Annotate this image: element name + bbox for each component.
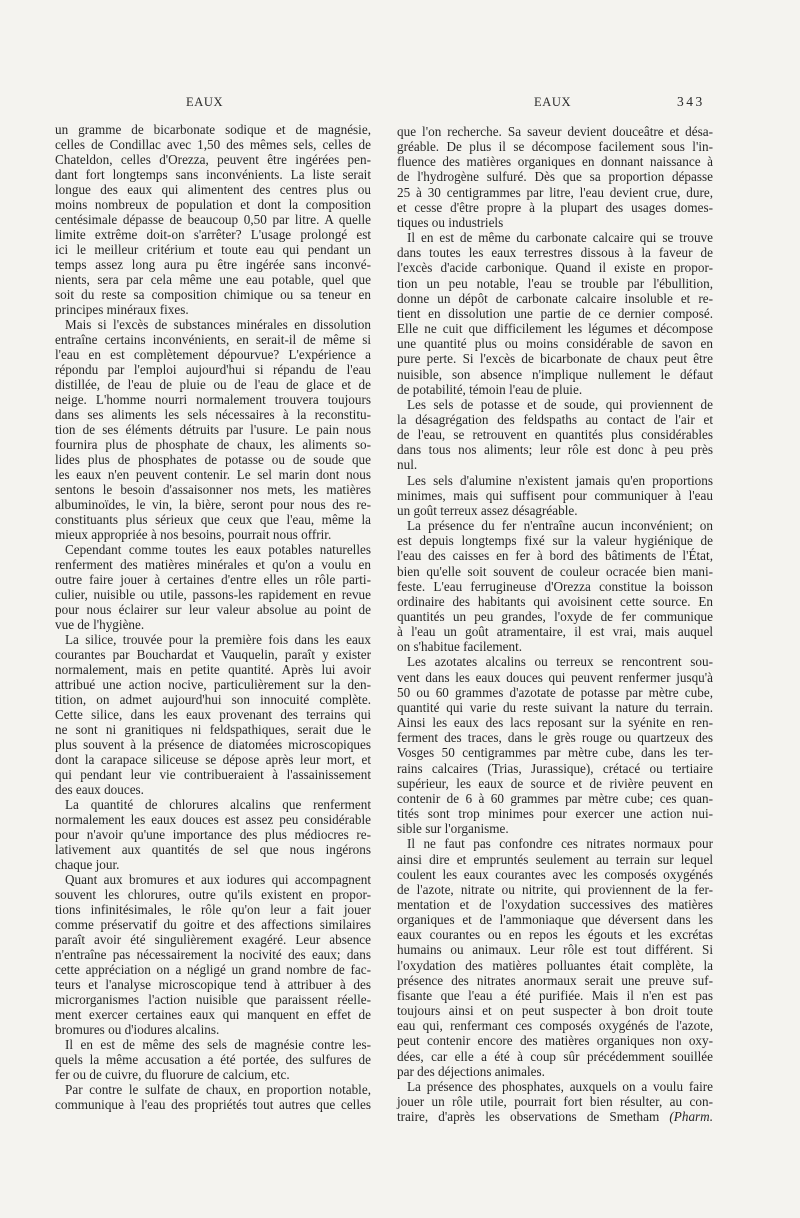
text-line: temps assez long aura pu être ingérée sans inconvé- <box>55 257 371 272</box>
text-line: sentons le besoin d'assaisonner nos mets, les matières <box>55 482 371 497</box>
text-line: jouer un rôle utile, pourrait fort bien résulter, au con- <box>397 1094 713 1109</box>
text-line: humains ou animaux. Leur rôle est tout différent. Si <box>397 942 713 958</box>
text-line: et cesse d'être propre à la plupart des usages domes- <box>397 199 713 215</box>
text-line: pour nous éclairer sur leur valeur absolue au point de <box>55 602 371 617</box>
text-line: bien qu'elle soit souvent de couleur ocracée bien mani- <box>397 563 713 579</box>
paragraph <box>55 1037 371 1082</box>
text-line: gréable. De plus il se décompose facilement sous l'in- <box>397 139 713 155</box>
text-line: normalement les eaux douces est assez peu considérable <box>55 812 371 827</box>
text-line: Les sels d'alumine n'existent jamais qu'en proportions <box>407 472 713 488</box>
text-line: celles de Condillac avec 1,50 des mêmes sels, celles de <box>55 137 371 152</box>
text-line: l'eau en est complètement dépourvue? L'expérience a <box>55 347 371 362</box>
paragraph <box>397 124 713 230</box>
text-line: feste. L'eau ferrugineuse d'Orezza constitue la boisson <box>397 578 713 594</box>
text-line: tiques ou industriels <box>397 214 504 230</box>
text-line: comme préservatif du goitre et des affections similaires <box>55 917 371 932</box>
text-line: que l'on recherche. Sa saveur devient douceâtre et désa- <box>397 124 713 139</box>
text-line: ne sont ni granitiques ni feldspathiques, serait due le <box>55 722 371 737</box>
text-line: chaque jour. <box>55 857 120 872</box>
text-line: les eaux n'en peuvent contenir. Le sel marin dont nous <box>55 467 371 482</box>
text-line: microrganismes l'action nuisible que paraissent réelle- <box>55 992 371 1007</box>
text-line: on s'habitue facilement. <box>397 639 523 655</box>
text-line: moins nombreux de population et dont la composition <box>55 197 371 212</box>
text-line: eau qui, renfermant ces composés oxygénés de l'azote, <box>397 1018 713 1034</box>
text-line: centésimale dépasse de beaucoup 0,50 par litre. A quelle <box>55 212 371 227</box>
text-line: pour n'avoir qu'une importance des plus médiocres re- <box>55 827 371 842</box>
paragraph <box>55 542 371 632</box>
text-line: La silice, trouvée pour la première fois dans les eaux <box>65 632 371 647</box>
text-line: souvent les chlorures, outre qu'ils existent en propor- <box>55 887 371 902</box>
text-line: tion un peu notable, l'eau se trouble par l'ébullition, <box>397 275 713 291</box>
text-line: une quantité plus ou moins considérable de savon en <box>397 336 713 352</box>
text-line: fluence des matières organiques en donnant naissance à <box>397 154 713 170</box>
text-line: Chateldon, celles d'Orezza, peuvent être ingérées pen- <box>55 152 371 167</box>
text-line: n'entraîne pas nécessairement la nocivité des eaux; dans <box>55 947 371 962</box>
text-line: rains calcaires (Trias, Jurassique), crétacé ou tertiaire <box>397 760 713 776</box>
text-line: longue des eaux qui alimentent des centres plus ou <box>55 182 371 197</box>
text-line: communique à l'eau des propriétés tout autres que celles <box>55 1097 371 1112</box>
text-line: minimes, mais qui suffisent pour communiquer à l'eau <box>397 487 713 503</box>
text-line: la désagrégation des feldspaths au contact de l'air et <box>397 411 713 427</box>
paragraph <box>397 654 713 836</box>
text-line: l'excès d'acide carbonique. Quand il existe en propor- <box>397 260 713 276</box>
text-line: lativement aux quantités de sel que nous ingérons <box>55 842 371 857</box>
text-line: des eaux douces. <box>55 782 144 797</box>
text-line: Ainsi les eaux des lacs reposant sur la syénite en ren- <box>397 715 713 731</box>
text-line: tition, on admet aujourd'hui son innocuité complète. <box>55 692 371 707</box>
text-line: ment exercer certaines eaux qui manquent en effet de <box>55 1007 371 1022</box>
text-line: renferment des matières minérales et qu'on a voulu en <box>55 557 371 572</box>
page-number: 343 <box>677 94 705 109</box>
text-line: bromures ou d'iodures alcalins. <box>55 1022 220 1037</box>
text-line: albuminoïdes, le vin, la bière, seront pour nous des re- <box>55 497 371 512</box>
text-line: donne un dépôt de carbonate calcaire insoluble et re- <box>397 290 713 306</box>
text-line: organiques et de l'ammoniaque que déversent dans les <box>397 912 713 928</box>
text-line: culier, nuisible ou utile, passons-les rapidement en revue <box>55 587 371 602</box>
text-line: de l'azote, nitrate ou nitrite, qui proviennent de la fer- <box>397 881 713 897</box>
paragraph <box>55 872 371 1037</box>
text-line: nul. <box>397 457 418 473</box>
running-title-right: EAUX <box>534 95 572 109</box>
text-line: dant fort longtemps sans inconvénients. La liste serait <box>55 167 371 182</box>
text-line: La présence du fer n'entraîne aucun inconvénient; on <box>407 518 713 534</box>
text-line: Il en est de même du carbonate calcaire qui se trouve <box>407 230 713 246</box>
text-line: qui pendant leur vie contribueraient à l'assainissement <box>55 767 371 782</box>
paragraph <box>55 122 371 317</box>
text-line: limite extrême doit-on s'arrêter? L'usage prolongé est <box>55 227 371 242</box>
text-line: ainsi dire et empruntés seulement au terrain sur lequel <box>397 851 713 867</box>
left-column <box>55 122 371 1112</box>
text-line: ferment des traces, dans le grès rouge ou quartzeux des <box>397 730 713 746</box>
text-line: Vosges 50 centigrammes par mètre cube, dans les ter- <box>397 745 713 761</box>
text-line: dont la carapace siliceuse se dépose après leur mort, et <box>55 752 371 767</box>
text-line: de l'eau, se retrouvent en quantités plus considérables <box>397 427 713 443</box>
text-line: paraît avoir été singulièrement exagéré. Leur absence <box>55 932 371 947</box>
text-line: vent dans les eaux douces qui peuvent renfermer jusqu'à <box>397 669 713 685</box>
text-line: un goût terreux assez désagréable. <box>397 502 578 518</box>
text-line: mieux appropriée à nos besoins, pourrait nous offrir. <box>55 527 332 542</box>
text-line: fournira plus de phosphate de chaux, les aliments so- <box>55 437 371 452</box>
text-line: fisante que l'eau a été purifiée. Mais il n'en est pas <box>397 987 713 1003</box>
paragraph <box>55 1082 371 1112</box>
text-line: coulent les eaux courantes avec les composés oxygénés <box>397 866 713 882</box>
paragraph <box>55 317 371 542</box>
text-line: distillée, de l'eau de pluie ou de l'eau de glace et de <box>55 377 371 392</box>
text-line: quels la même accusation a été portée, des sulfures de <box>55 1052 371 1067</box>
text-line: dées, car elle a été à coup sûr précédemment souillée <box>397 1048 713 1064</box>
text-line: supérieur, les eaux de source et de rivière peuvent en <box>397 775 713 791</box>
text-line: eaux courantes ou en repos les égouts et les excrétas <box>397 927 713 943</box>
text-line: constituants plus sérieux que ceux que l'eau, même la <box>55 512 371 527</box>
text-line: La présence des phosphates, auxquels on a voulu faire <box>407 1078 713 1094</box>
text-line: lides plus de phosphates de potasse ou de soude que <box>55 452 371 467</box>
text-line: Par contre le sulfate de chaux, en proportion notable, <box>65 1082 371 1097</box>
paragraph <box>397 1079 713 1124</box>
text-line: Elle ne cuit que difficilement les légumes et décompose <box>397 321 713 337</box>
text-line: entraîne certains inconvénients, en serait-il de même si <box>55 332 371 347</box>
paragraph <box>55 632 371 797</box>
text-line <box>397 1109 713 1124</box>
text-line: La quantité de chlorures alcalins que renferment <box>65 797 371 812</box>
paragraph <box>397 230 713 397</box>
text-line: Il en est de même des sels de magnésie contre les- <box>65 1037 371 1052</box>
text-line: ordinaire des habitants qui avoisinent cette source. En <box>397 593 713 609</box>
text-line: normalement, mais en petite quantité. Après lui avoir <box>55 662 371 677</box>
text-line: tient en dissolution une partie de ce dernier composé. <box>397 305 713 321</box>
text-line: par des déjections animales. <box>397 1063 545 1079</box>
text-line: l'oxydation des matières polluantes était complète, la <box>397 957 713 973</box>
text-line: soit du reste sa composition chimique ou sa teneur en <box>55 287 371 302</box>
text-line: teurs et l'analyse microscopique tend à attribuer à des <box>55 977 371 992</box>
text-line: Cette silice, dans les eaux provenant des terrains qui <box>55 707 371 722</box>
text-line: 25 à 30 centigrammes par litre, l'eau devient crue, dure, <box>397 184 713 200</box>
text-line: cette appréciation on a négligé un grand nombre de fac- <box>55 962 371 977</box>
text-line: courantes par Bouchardat et Vauquelin, paraît y exister <box>55 647 371 662</box>
paragraph <box>397 397 713 473</box>
text-line: attribué une action nocive, particulièrement sur la den- <box>55 677 371 692</box>
text-line: principes minéraux fixes. <box>55 302 189 317</box>
text-line: de l'hydrogène sulfuré. Dès que sa proportion dépasse <box>397 169 713 185</box>
paragraph <box>55 797 371 872</box>
paragraph <box>397 473 713 518</box>
text-line: quantités un peu grandes, l'oxyde de fer communique <box>397 609 713 624</box>
running-title-left: EAUX <box>186 95 224 109</box>
text-line: dans toutes les eaux terrestres dissous à la faveur de <box>397 245 713 261</box>
text-line: ici le meilleur critérium et toute eau qui pendant un <box>55 242 371 257</box>
text-line: quantité qui varie du reste suivant la nature du terrain. <box>397 699 713 715</box>
text-line: Il ne faut pas confondre ces nitrates normaux pour <box>407 836 713 852</box>
text-segment: traire, d'après les observations de Smetham <box>397 1109 670 1125</box>
text-line: nuisible, son absence n'implique nullement le défaut <box>397 366 713 382</box>
text-line: toujours ainsi et on peut suspecter à bon droit toute <box>397 1003 713 1019</box>
text-line: dans ses aliments les sels nécessaires à la reconstitu- <box>55 407 371 422</box>
paragraph <box>397 836 713 1079</box>
text-line: tités sont trop minimes pour exercer une action nui- <box>397 806 713 822</box>
text-line: un gramme de bicarbonate sodique et de magnésie, <box>55 122 371 137</box>
text-line: mentation et de l'oxydation successives des matières <box>397 896 713 912</box>
text-line: répondu par l'emploi aujourd'hui si répandu de l'eau <box>55 362 371 377</box>
text-line: vue de l'hygiène. <box>55 617 145 632</box>
text-line: plus souvent à la présence de diatomées microscopiques <box>55 737 371 752</box>
text-line: sible sur l'organisme. <box>397 821 509 837</box>
text-line: tion de ses éléments détruits par l'usure. Le pain nous <box>55 422 371 437</box>
text-line: dans tous nos aliments; leur rôle est donc à peu près <box>397 442 713 458</box>
text-line: présence des nitrates anormaux serait une preuve suf- <box>397 972 713 988</box>
text-line: l'eau des caisses en fer à bord des bâtiments de l'État, <box>397 548 713 564</box>
right-column <box>397 124 713 1124</box>
paragraph <box>397 518 713 654</box>
text-line: nients, sera par cela même une eau potable, quel que <box>55 272 371 287</box>
text-line: Les azotates alcalins ou terreux se rencontrent sou- <box>407 654 713 670</box>
italic-text: (Pharm. <box>669 1109 713 1125</box>
text-line: tions infinitésimales, le rôle qu'on leur a fait jouer <box>55 902 371 917</box>
text-line: pure perte. Si l'excès de bicarbonate de chaux peut être <box>397 351 713 367</box>
text-line: est depuis longtemps fixé sur la valeur hygiénique de <box>397 533 713 549</box>
text-line: Quant aux bromures et aux iodures qui accompagnent <box>65 872 371 887</box>
text-line: fer ou de cuivre, du fluorure de calcium, etc. <box>55 1067 290 1082</box>
text-line: peut contenir encore des matières organiques non oxy- <box>397 1033 713 1049</box>
text-line: outre faire jouer à certaines d'entre elles un rôle parti- <box>55 572 371 587</box>
text-line: contenir de 6 à 60 grammes par mètre cube; ces quan- <box>397 790 713 806</box>
text-line: Mais si l'excès de substances minérales en dissolution <box>65 317 371 332</box>
text-line: 50 ou 60 grammes d'azotate de potasse par mètre cube, <box>397 684 713 700</box>
text-line: à l'eau un goût atramentaire, il est vrai, mais auquel <box>397 624 713 640</box>
text-line: neige. L'homme nourri normalement trouvera toujours <box>55 392 371 407</box>
text-line: Cependant comme toutes les eaux potables naturelles <box>65 542 371 557</box>
text-line: Les sels de potasse et de soude, qui proviennent de <box>407 396 713 412</box>
text-line: de potabilité, témoin l'eau de pluie. <box>397 381 583 397</box>
